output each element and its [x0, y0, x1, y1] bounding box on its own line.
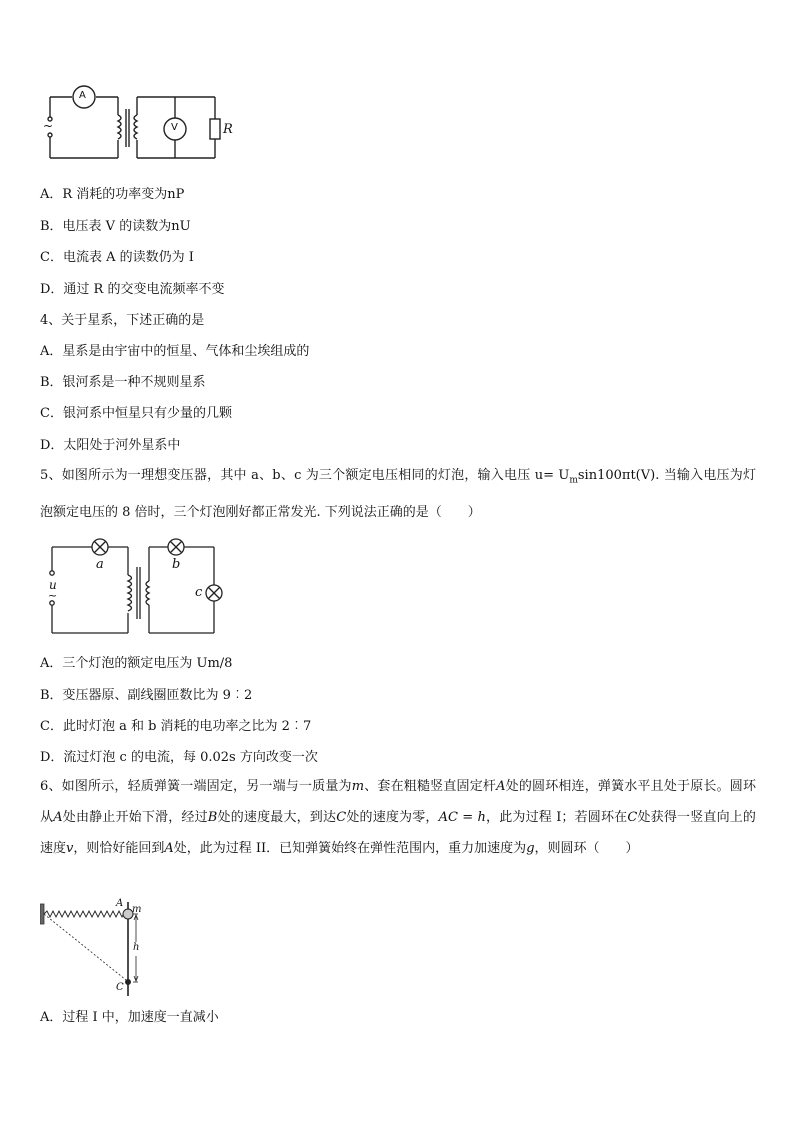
- q6-stem-d: 处由静止开始下滑，经过: [62, 810, 208, 825]
- lamp-c-label: c: [195, 585, 203, 600]
- voltmeter-label: V: [171, 122, 178, 133]
- q6-var-C: C: [627, 810, 638, 825]
- q5-option-b: B．变压器原、副线圈匝数比为 9︰2: [40, 688, 253, 703]
- q6-var-g: g: [526, 841, 535, 856]
- q6-stem-b: 、套在粗糙竖直固定杆: [364, 779, 497, 794]
- source-symbol: ~: [43, 119, 54, 133]
- q5-option-d: D．流过灯泡 c 的电流，每 0.02s 方向改变一次: [40, 750, 318, 765]
- q3-option-d: D．通过 R 的交变电流频率不变: [40, 282, 225, 297]
- resistor-label: R: [223, 122, 233, 137]
- q5-stem-subscript: m: [569, 475, 578, 486]
- q6-var-B: B: [207, 810, 218, 825]
- lamp-a-label: a: [96, 557, 104, 572]
- q6-stem-h: 处获得一竖直向上的速度: [40, 810, 756, 856]
- q4-option-d: D．太阳处于河外星系中: [40, 438, 181, 453]
- lamp-b-label: b: [172, 557, 181, 572]
- q3-option-b: B．电压表 V 的读数为nU: [40, 219, 191, 234]
- point-a-label: A: [116, 898, 124, 909]
- q6-stem-i: ，则恰好能回到: [73, 841, 165, 856]
- q6-stem-f: 处的速度为零，: [346, 810, 439, 825]
- q5-stem-part1: 5、如图所示为一理想变压器，其中 a、b、c 为三个额定电压相同的灯泡，输入电压 u= U: [40, 468, 570, 483]
- source-u-label: u: [49, 578, 57, 592]
- mass-m-label: m: [132, 904, 142, 915]
- q6-stem-g: ，此为过程 I；若圆环在: [485, 810, 628, 825]
- point-c-label: C: [116, 982, 124, 993]
- q5-option-c: C．此时灯泡 a 和 b 消耗的电功率之比为 2︰7: [40, 719, 312, 734]
- q6-option-a: A．过程 I 中，加速度一直减小: [40, 1010, 219, 1025]
- ammeter-label: A: [79, 90, 86, 101]
- q6-stem-e: 处的速度最大，到达: [217, 810, 337, 825]
- q3-option-c: C．电流表 A 的读数仍为 I: [40, 250, 194, 265]
- q6-spring-figure: [40, 898, 150, 998]
- q6-var-A: A: [53, 810, 63, 825]
- q6-stem-c: 处的圆环相连，弹簧水平且处于原长。圆环从: [40, 779, 756, 825]
- q4-option-b: B．银河系是一种不规则星系: [40, 375, 206, 390]
- q6-var-v: v: [66, 841, 74, 856]
- q5-circuit-figure: [40, 535, 230, 640]
- q4-option-c: C．银河系中恒星只有少量的几颗: [40, 406, 232, 421]
- q6-stem-j: 处，此为过程 II．已知弹簧始终在弹性范围内，重力加速度为: [173, 841, 527, 856]
- q5-stem: [40, 460, 756, 528]
- q3-circuit-figure: [40, 85, 240, 170]
- q4-option-a: A．星系是由宇宙中的恒星、气体和尘埃组成的: [40, 344, 310, 359]
- source-tilde: ~: [48, 589, 58, 602]
- q5-option-a: A．三个灯泡的额定电压为 Um/8: [40, 656, 233, 671]
- q6-var-A: A: [164, 841, 174, 856]
- q6-var-m: m: [351, 779, 365, 794]
- q4-stem: 4、关于星系，下述正确的是: [40, 313, 205, 328]
- q5-stem-part2: sin100πt(V). 当输入电压为灯泡额定电压的 8 倍时，三个灯泡刚好都正常发光. 下列说法正确的是（ ）: [40, 468, 756, 520]
- q6-var-A: A: [496, 779, 506, 794]
- q6-expr-ac-h: AC = h: [438, 810, 486, 825]
- q6-var-C: C: [336, 810, 347, 825]
- q6-stem: [40, 771, 756, 864]
- q6-stem-a: 6、如图所示，轻质弹簧一端固定，另一端与一质量为: [40, 779, 352, 794]
- q6-stem-k: ，则圆环（ ）: [534, 841, 639, 856]
- height-h-label: h: [133, 942, 140, 953]
- q3-option-a: A．R 消耗的功率变为nP: [40, 187, 185, 202]
